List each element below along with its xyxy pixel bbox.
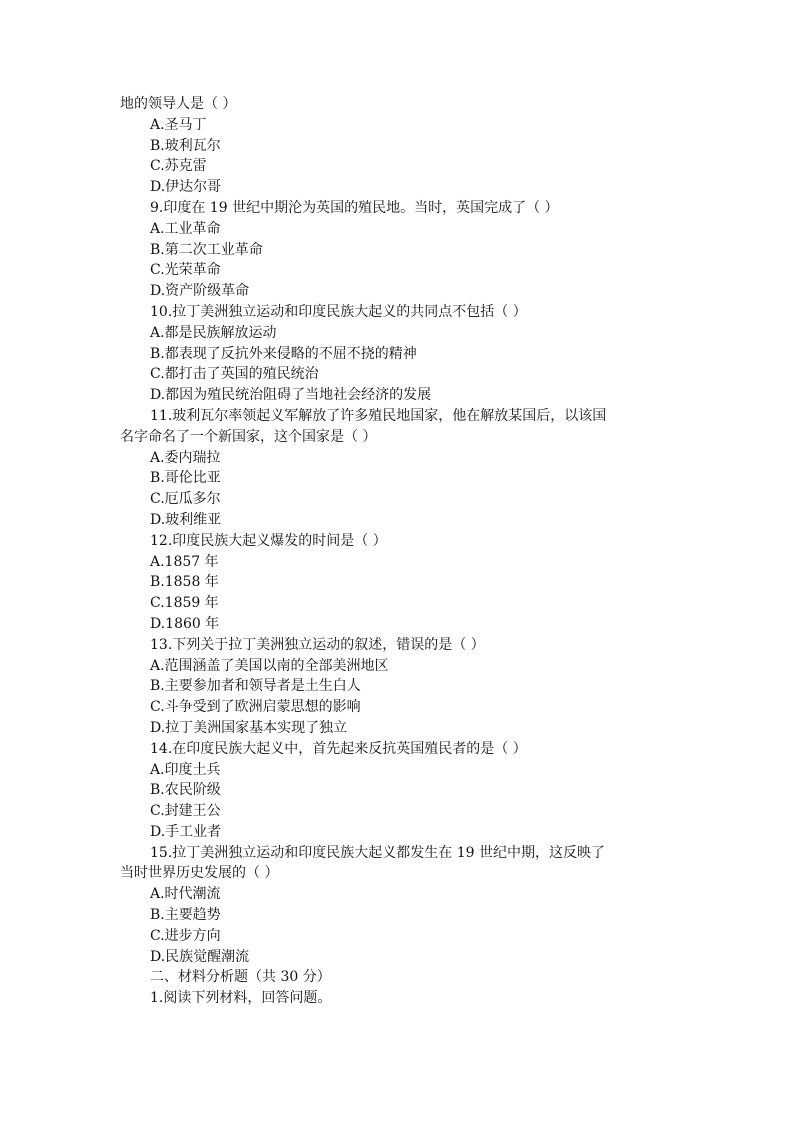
text-line: 10.拉丁美洲独立运动和印度民族大起义的共同点不包括（ ） [150, 303, 527, 320]
text-line: 名字命名了一个新国家，这个国家是（ ） [120, 428, 377, 445]
text-line: C.进步方向 [150, 927, 221, 944]
text-line: 二、材料分析题（共 30 分） [150, 969, 331, 986]
text-line: A.范围涵盖了美国以南的全部美洲地区 [150, 657, 389, 674]
text-line: D.拉丁美洲国家基本实现了独立 [150, 719, 348, 736]
text-line: C.苏克雷 [150, 158, 207, 175]
text-line: C.封建王公 [150, 803, 221, 820]
text-line: 9.印度在 19 世纪中期沦为英国的殖民地。当时，英国完成了（ ） [150, 199, 559, 216]
text-line: B.都表现了反抗外来侵略的不屈不挠的精神 [150, 345, 417, 362]
text-line: B.第二次工业革命 [150, 241, 263, 258]
text-line: B.玻利瓦尔 [150, 137, 221, 154]
text-line: C.都打击了英国的殖民统治 [150, 366, 319, 383]
text-line: B.农民阶级 [150, 782, 221, 799]
text-line: B.1858 年 [150, 574, 219, 591]
text-line: D.手工业者 [150, 823, 222, 840]
text-line: 15.拉丁美洲独立运动和印度民族大起义都发生在 19 世纪中期，这反映了 [150, 844, 605, 861]
text-line: A.委内瑞拉 [150, 449, 221, 466]
text-line: A.圣马丁 [150, 116, 207, 133]
text-line: 12.印度民族大起义爆发的时间是（ ） [150, 532, 387, 549]
text-line: 13.下列关于拉丁美洲独立运动的叙述，错误的是（ ） [150, 636, 485, 653]
text-line: B.主要参加者和领导者是土生白人 [150, 678, 361, 695]
text-line: D.1860 年 [150, 615, 220, 632]
text-line: A.1857 年 [150, 553, 219, 570]
document-body [120, 94, 676, 1009]
text-line: C.厄瓜多尔 [150, 491, 221, 508]
text-line: A.时代潮流 [150, 886, 221, 903]
text-line: C.光荣革命 [150, 262, 221, 279]
text-line: 1.阅读下列材料，回答问题。 [150, 990, 332, 1007]
text-line: D.民族觉醒潮流 [150, 948, 250, 965]
text-line: C.斗争受到了欧洲启蒙思想的影响 [150, 699, 361, 716]
text-line: D.伊达尔哥 [150, 179, 222, 196]
text-line: A.印度土兵 [150, 761, 221, 778]
text-line: B.哥伦比亚 [150, 470, 221, 487]
text-line: B.主要趋势 [150, 907, 221, 924]
text-line: 11.玻利瓦尔率领起义军解放了许多殖民地国家，他在解放某国后，以该国 [150, 407, 607, 424]
text-line: D.都因为殖民统治阻碍了当地社会经济的发展 [150, 387, 432, 404]
text-line: C.1859 年 [150, 595, 219, 612]
text-line: A.都是民族解放运动 [150, 324, 277, 341]
text-line: 地的领导人是（ ） [120, 96, 237, 112]
text-line: 当时世界历史发展的（ ） [120, 865, 279, 882]
text-line: 14.在印度民族大起义中，首先起来反抗英国殖民者的是（ ） [150, 740, 527, 757]
text-line: D.资产阶级革命 [150, 283, 250, 300]
text-line: D.玻利维亚 [150, 511, 222, 528]
text-line: A.工业革命 [150, 220, 221, 237]
